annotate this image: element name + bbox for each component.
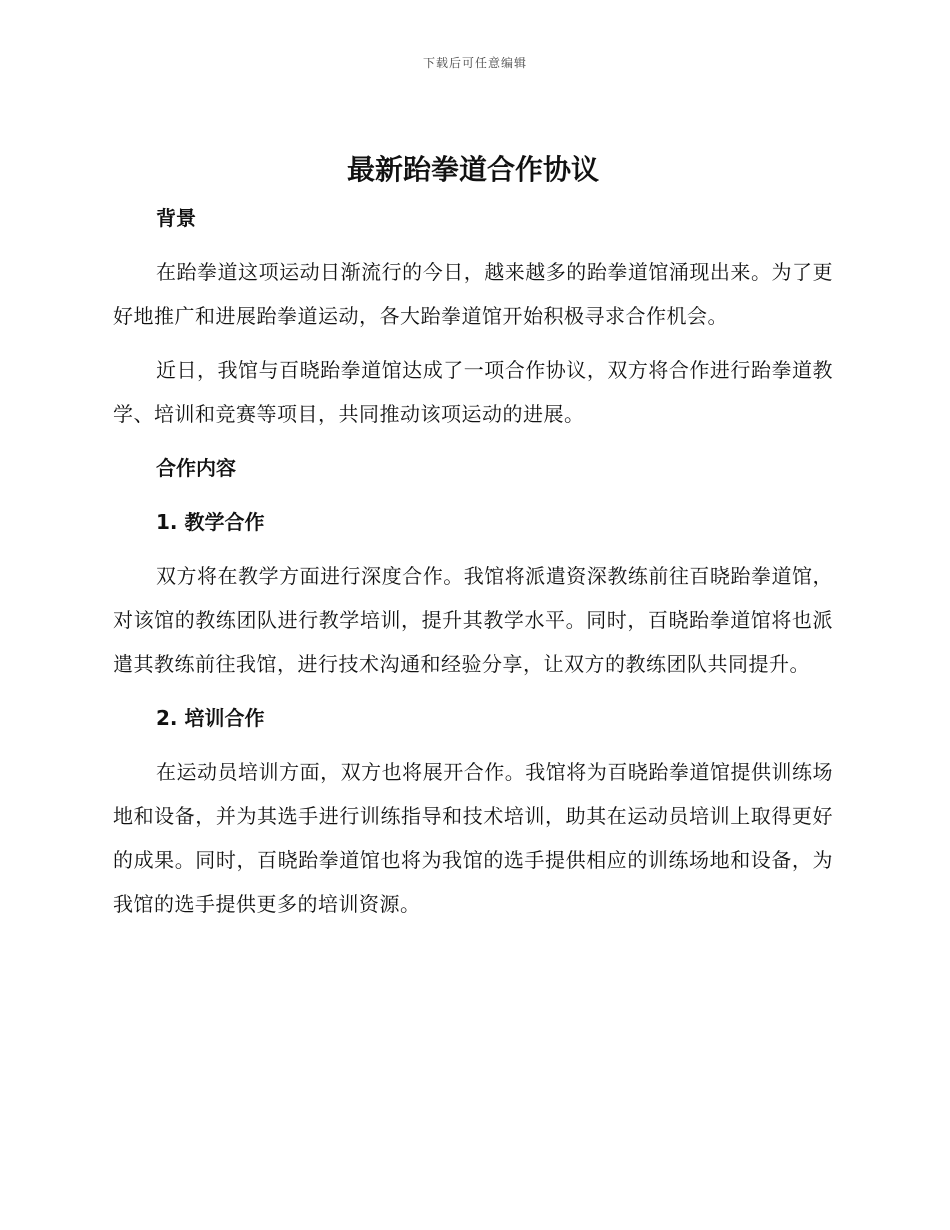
training-paragraph: 在运动员培训方面，双方也将展开合作。我馆将为百晓跆拳道馆提供训练场地和设备，并为其选手进行训练指导和技术培训，助其在运动员培训上取得更好的成果。同时，百晓跆拳道馆也将为我馆的选手提供相应的训练场地和设备，为我馆的选手提供更多的培训资源。	[113, 760, 833, 916]
background-heading: 背景	[156, 206, 196, 230]
teaching-paragraph: 双方将在教学方面进行深度合作。我馆将派遣资深教练前往百晓跆拳道馆，对该馆的教练团队进行教学培训，提升其教学水平。同时，百晓跆拳道馆将也派遣其教练前往我馆，进行技术沟通和经验分享，让双方的教练团队共同提升。	[113, 564, 833, 676]
document-title: 最新跆拳道合作协议	[346, 153, 599, 186]
background-paragraph-1: 在跆拳道这项运动日渐流行的今日，越来越多的跆拳道馆涌现出来。为了更好地推广和进展跆拳道运动，各大跆拳道馆开始积极寻求合作机会。	[113, 260, 833, 328]
header-note: 下载后可任意编辑	[422, 56, 527, 70]
teaching-heading: 1. 教学合作	[156, 510, 265, 534]
training-heading: 2. 培训合作	[156, 706, 265, 730]
cooperation-heading: 合作内容	[156, 456, 236, 480]
document-body	[113, 150, 833, 936]
background-paragraph-2: 近日，我馆与百晓跆拳道馆达成了一项合作协议，双方将合作进行跆拳道教学、培训和竞赛等项目，共同推动该项运动的进展。	[113, 358, 833, 426]
